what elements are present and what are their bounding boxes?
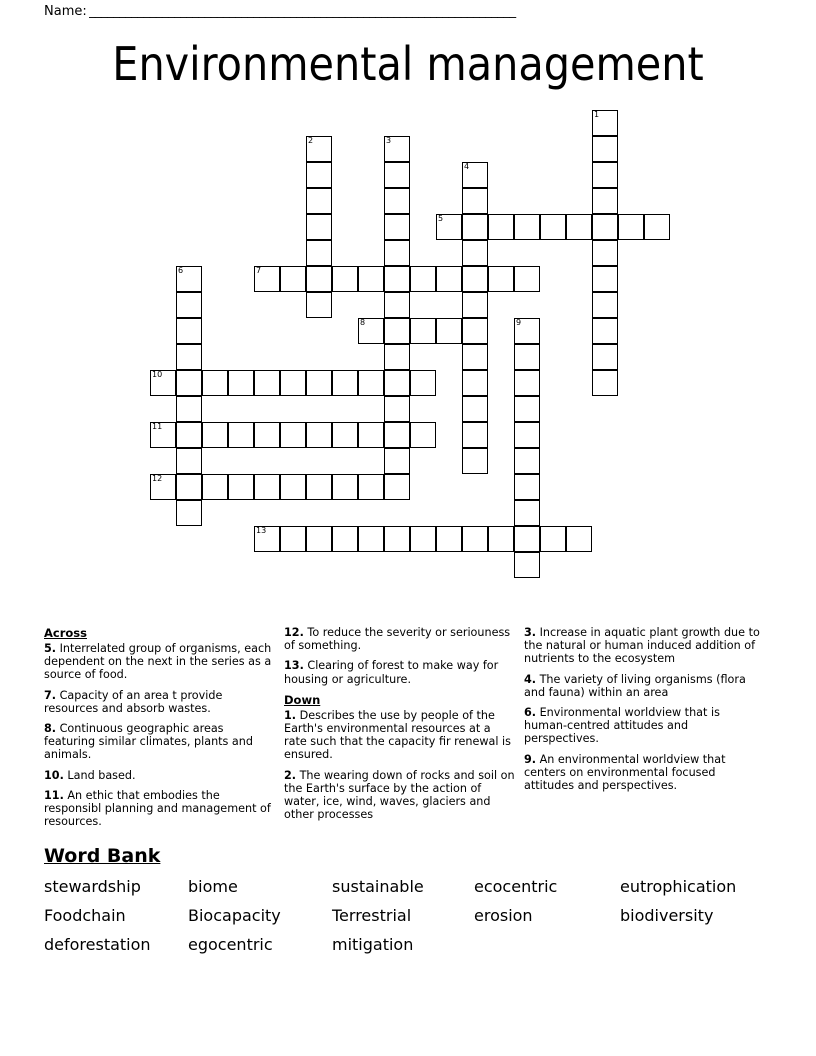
grid-cell[interactable] xyxy=(462,292,488,318)
clue-item: 10. Land based. xyxy=(44,768,136,782)
grid-cell[interactable] xyxy=(254,266,280,292)
grid-cell[interactable] xyxy=(644,214,670,240)
grid-cell[interactable] xyxy=(332,266,358,292)
grid-cell[interactable] xyxy=(306,240,332,266)
clue-number: 6. xyxy=(524,706,537,720)
grid-cell[interactable] xyxy=(436,266,462,292)
grid-cell[interactable] xyxy=(462,448,488,474)
grid-cell[interactable] xyxy=(592,240,618,266)
word-bank-word[interactable]: Terrestrial xyxy=(332,905,412,925)
grid-cell-number: 12 xyxy=(152,474,163,483)
clue-number: 10. xyxy=(44,768,64,782)
clue-number: 7. xyxy=(44,688,57,702)
grid-cell[interactable] xyxy=(176,474,202,500)
grid-cell[interactable] xyxy=(332,370,358,396)
grid-cell[interactable] xyxy=(592,370,618,396)
grid-cell[interactable] xyxy=(306,188,332,214)
grid-cell[interactable] xyxy=(462,526,488,552)
grid-cell[interactable] xyxy=(202,370,228,396)
clue-item: 6. Environmental worldview that is human-centred attitudes and perspectives. xyxy=(524,706,720,746)
grid-cell[interactable] xyxy=(384,188,410,214)
grid-cell[interactable] xyxy=(358,318,384,344)
word-bank-word[interactable]: egocentric xyxy=(188,934,273,954)
grid-cell[interactable] xyxy=(514,344,540,370)
grid-cell[interactable] xyxy=(410,422,436,448)
clue-item: 8. Continuous geographic areas featuring similar climates, plants and animals. xyxy=(44,722,253,762)
grid-cell[interactable] xyxy=(462,240,488,266)
grid-cell[interactable] xyxy=(280,422,306,448)
word-bank-row xyxy=(44,901,784,930)
grid-cell[interactable] xyxy=(332,526,358,552)
grid-cell[interactable] xyxy=(306,214,332,240)
grid-cell[interactable] xyxy=(514,422,540,448)
grid-cell[interactable] xyxy=(410,370,436,396)
grid-cell[interactable] xyxy=(384,422,410,448)
word-bank-word[interactable]: biodiversity xyxy=(620,905,714,925)
page-title: Environmental management xyxy=(112,37,704,91)
clue-item: 12. To reduce the severity or seriouness of something. xyxy=(284,626,511,653)
grid-cell[interactable] xyxy=(410,318,436,344)
clue-number: 11. xyxy=(44,788,64,802)
word-bank-word[interactable]: deforestation xyxy=(44,934,151,954)
grid-cell[interactable] xyxy=(436,526,462,552)
grid-cell[interactable] xyxy=(566,526,592,552)
grid-cell[interactable] xyxy=(462,344,488,370)
clue-number: 2. xyxy=(284,768,297,782)
grid-cell[interactable] xyxy=(462,396,488,422)
clue-number: 8. xyxy=(44,722,57,736)
grid-cell[interactable] xyxy=(592,318,618,344)
grid-cell[interactable] xyxy=(176,422,202,448)
grid-cell[interactable] xyxy=(384,162,410,188)
grid-cell-number: 8 xyxy=(360,318,366,327)
grid-cell[interactable] xyxy=(332,474,358,500)
grid-cell[interactable] xyxy=(176,318,202,344)
grid-cell[interactable] xyxy=(592,136,618,162)
grid-cell[interactable] xyxy=(514,318,540,344)
grid-cell[interactable] xyxy=(592,110,618,136)
grid-cell[interactable] xyxy=(306,292,332,318)
grid-cell-number: 11 xyxy=(152,422,163,431)
word-bank-word[interactable]: stewardship xyxy=(44,876,141,896)
grid-cell[interactable] xyxy=(462,214,488,240)
clue-item: 2. The wearing down of rocks and soil on the Earth's surface by the action of water, ice, wind, waves, glaciers and other processes xyxy=(284,768,515,822)
word-bank-word[interactable]: biome xyxy=(188,876,238,896)
grid-cell[interactable] xyxy=(306,370,332,396)
grid-cell[interactable] xyxy=(280,266,306,292)
grid-cell[interactable] xyxy=(436,318,462,344)
down-heading: Down xyxy=(284,692,321,707)
grid-cell[interactable] xyxy=(384,474,410,500)
grid-cell[interactable] xyxy=(306,474,332,500)
clue-item: 11. An ethic that embodies the responsibl planning and management of resources. xyxy=(44,788,271,829)
grid-cell[interactable] xyxy=(462,370,488,396)
grid-cell[interactable] xyxy=(280,526,306,552)
grid-cell[interactable] xyxy=(514,448,540,474)
word-bank-word[interactable]: ecocentric xyxy=(474,876,558,896)
grid-cell[interactable] xyxy=(384,266,410,292)
grid-cell[interactable] xyxy=(150,422,176,448)
grid-cell[interactable] xyxy=(306,422,332,448)
grid-cell-number: 9 xyxy=(516,318,522,327)
clue-item: 13. Clearing of forest to make way for housing or agriculture. xyxy=(284,659,499,686)
grid-cell[interactable] xyxy=(280,370,306,396)
grid-cell[interactable] xyxy=(254,474,280,500)
clues-column-1 xyxy=(44,626,284,835)
grid-cell-number: 4 xyxy=(464,162,470,171)
grid-cell[interactable] xyxy=(176,292,202,318)
grid-cell[interactable] xyxy=(306,266,332,292)
clue-number: 9. xyxy=(524,752,537,766)
grid-cell[interactable] xyxy=(358,266,384,292)
grid-cell[interactable] xyxy=(306,162,332,188)
grid-cell[interactable] xyxy=(384,240,410,266)
grid-cell[interactable] xyxy=(514,370,540,396)
grid-cell[interactable] xyxy=(384,526,410,552)
word-bank-word[interactable]: sustainable xyxy=(332,876,424,896)
word-bank-word[interactable]: erosion xyxy=(474,905,533,925)
grid-cell[interactable] xyxy=(176,396,202,422)
clues-column-2 xyxy=(284,626,524,835)
grid-cell[interactable] xyxy=(514,214,540,240)
clue-number: 5. xyxy=(44,642,57,655)
grid-cell[interactable] xyxy=(514,500,540,526)
grid-cell[interactable] xyxy=(514,552,540,578)
clue-item: 4. The variety of living organisms (flora and fauna) within an area xyxy=(524,672,746,699)
grid-cell[interactable] xyxy=(176,448,202,474)
grid-cell[interactable] xyxy=(592,344,618,370)
grid-cell[interactable] xyxy=(176,266,202,292)
name-label: Name: xyxy=(44,4,87,19)
word-bank-word[interactable]: Biocapacity xyxy=(188,905,281,925)
grid-cell[interactable] xyxy=(150,474,176,500)
grid-cell[interactable] xyxy=(358,526,384,552)
name-blank-line[interactable]: ______________________________________________________________________ xyxy=(88,4,516,19)
grid-cell[interactable] xyxy=(384,370,410,396)
grid-cell[interactable] xyxy=(202,474,228,500)
word-bank-row xyxy=(44,930,784,959)
clues-section xyxy=(44,626,772,835)
grid-cell[interactable] xyxy=(384,214,410,240)
grid-cell[interactable] xyxy=(488,214,514,240)
word-bank-word[interactable]: eutrophication xyxy=(620,876,737,896)
grid-cell[interactable] xyxy=(540,526,566,552)
grid-cell[interactable] xyxy=(384,292,410,318)
grid-cell[interactable] xyxy=(592,214,618,240)
grid-cell-number: 3 xyxy=(386,136,392,145)
grid-cell[interactable] xyxy=(514,396,540,422)
grid-cell[interactable] xyxy=(254,422,280,448)
word-bank-row xyxy=(44,872,784,901)
clue-item: 5. Interrelated group of organisms, each dependent on the next in the series as a source of food. xyxy=(44,642,272,682)
grid-cell-number: 10 xyxy=(152,370,163,379)
grid-cell[interactable] xyxy=(410,526,436,552)
grid-cell-number: 2 xyxy=(308,136,314,145)
clue-item: 9. An environmental worldview that centers on environmental focused attitudes and perspectives. xyxy=(524,752,726,793)
grid-cell[interactable] xyxy=(384,396,410,422)
grid-cell[interactable] xyxy=(462,162,488,188)
grid-cell[interactable] xyxy=(176,500,202,526)
grid-cell[interactable] xyxy=(254,526,280,552)
across-heading: Across xyxy=(44,626,87,640)
clue-number: 12. xyxy=(284,626,304,639)
word-bank-word[interactable]: mitigation xyxy=(332,934,414,954)
grid-cell[interactable] xyxy=(566,214,592,240)
grid-cell[interactable] xyxy=(228,474,254,500)
grid-cell[interactable] xyxy=(618,214,644,240)
grid-cell-number: 7 xyxy=(256,266,262,275)
grid-cell[interactable] xyxy=(228,422,254,448)
word-bank-list xyxy=(44,872,784,959)
grid-cell[interactable] xyxy=(306,526,332,552)
grid-cell[interactable] xyxy=(462,188,488,214)
grid-cell[interactable] xyxy=(150,370,176,396)
grid-cell[interactable] xyxy=(202,422,228,448)
word-bank-title: Word Bank xyxy=(44,845,161,867)
grid-cell-number: 1 xyxy=(594,110,600,119)
clue-number: 13. xyxy=(284,659,304,673)
grid-cell[interactable] xyxy=(592,266,618,292)
grid-cell-number: 5 xyxy=(438,214,444,223)
grid-cell[interactable] xyxy=(592,162,618,188)
clue-number: 3. xyxy=(524,626,537,639)
clue-item: 3. Increase in aquatic plant growth due to the natural or human induced addition of nutrients to the ecosystem xyxy=(524,626,760,666)
grid-cell[interactable] xyxy=(176,370,202,396)
clue-number: 4. xyxy=(524,672,537,686)
grid-cell[interactable] xyxy=(462,318,488,344)
grid-cell[interactable] xyxy=(462,266,488,292)
grid-cell[interactable] xyxy=(540,214,566,240)
clues-column-3 xyxy=(524,626,772,835)
grid-cell[interactable] xyxy=(384,448,410,474)
grid-cell[interactable] xyxy=(254,370,280,396)
grid-cell[interactable] xyxy=(176,344,202,370)
grid-cell[interactable] xyxy=(384,318,410,344)
grid-cell-number: 13 xyxy=(256,526,267,535)
word-bank-word[interactable]: Foodchain xyxy=(44,905,126,925)
grid-cell-number: 6 xyxy=(178,266,184,275)
grid-cell[interactable] xyxy=(384,136,410,162)
grid-cell[interactable] xyxy=(384,344,410,370)
grid-cell[interactable] xyxy=(488,526,514,552)
grid-cell[interactable] xyxy=(592,292,618,318)
grid-cell[interactable] xyxy=(436,214,462,240)
grid-cell[interactable] xyxy=(488,266,514,292)
grid-cell[interactable] xyxy=(280,474,306,500)
clue-item: 1. Describes the use by people of the Earth's environmental resources at a rate such that the capacity fir renewal is ensured. xyxy=(284,708,511,762)
grid-cell[interactable] xyxy=(592,188,618,214)
grid-cell[interactable] xyxy=(514,526,540,552)
grid-cell[interactable] xyxy=(358,422,384,448)
clue-number: 1. xyxy=(284,708,297,722)
grid-cell[interactable] xyxy=(332,422,358,448)
grid-cell[interactable] xyxy=(514,266,540,292)
grid-cell[interactable] xyxy=(358,474,384,500)
grid-cell[interactable] xyxy=(306,136,332,162)
grid-cell[interactable] xyxy=(228,370,254,396)
grid-cell[interactable] xyxy=(462,422,488,448)
clue-item: 7. Capacity of an area t provide resources and absorb wastes. xyxy=(44,688,223,715)
grid-cell[interactable] xyxy=(514,474,540,500)
grid-cell[interactable] xyxy=(410,266,436,292)
grid-cell[interactable] xyxy=(358,370,384,396)
